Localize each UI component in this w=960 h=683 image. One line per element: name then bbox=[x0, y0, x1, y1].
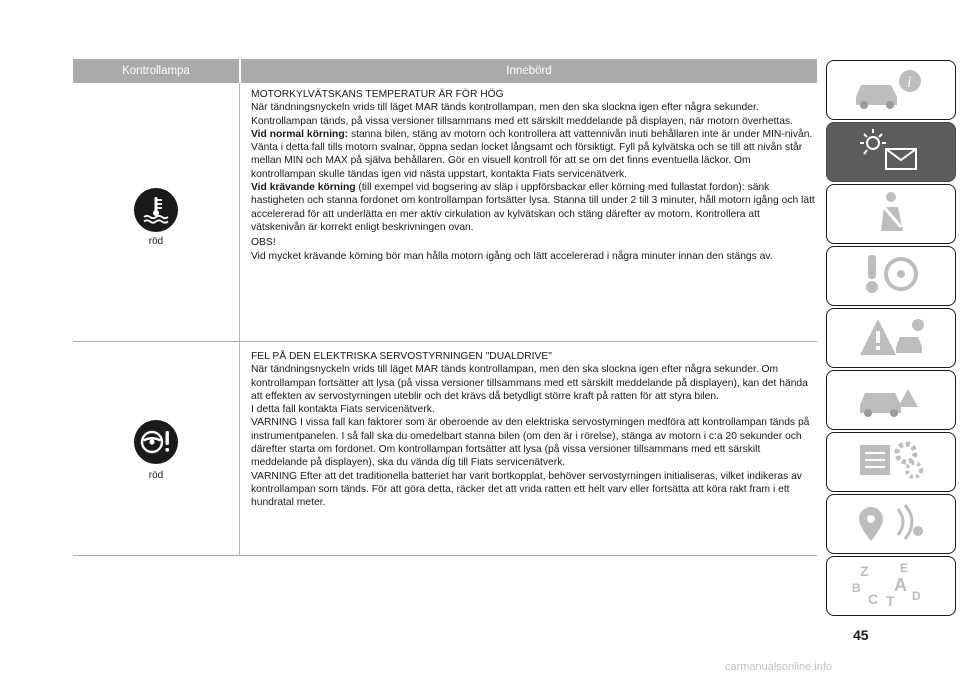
index-letter: D bbox=[912, 589, 921, 603]
row-power-steering-description bbox=[251, 350, 817, 510]
index-letter: A bbox=[894, 575, 907, 595]
column-divider bbox=[239, 83, 240, 555]
paragraph: Vid mycket krävande körning bör man hålla motorn igång och lätt accelererad i några minuter innan den stängs av. bbox=[251, 250, 773, 262]
color-label: röd bbox=[148, 470, 164, 481]
warning-light-message-icon bbox=[846, 127, 936, 178]
bold-heading: Vid normal körning: bbox=[251, 128, 349, 140]
seatbelt-airbag-icon bbox=[846, 189, 936, 240]
header-meaning: Innebörd bbox=[506, 65, 552, 77]
index-letter: Z bbox=[860, 563, 869, 579]
table-bottom-line bbox=[73, 555, 817, 556]
car-emergency-icon bbox=[846, 375, 936, 426]
index-letter: E bbox=[900, 561, 909, 575]
tab-emergency[interactable] bbox=[826, 308, 956, 368]
tab-index[interactable] bbox=[826, 556, 956, 616]
coolant-temperature-icon bbox=[134, 188, 178, 232]
paragraph-normal-driving bbox=[251, 128, 817, 181]
table-header bbox=[73, 59, 817, 83]
watermark: carmanualsonline.info bbox=[725, 661, 833, 673]
tab-car-info[interactable] bbox=[826, 60, 956, 120]
maintenance-gears-icon bbox=[846, 437, 936, 488]
tab-safety[interactable] bbox=[826, 184, 956, 244]
tab-warning-lights[interactable] bbox=[826, 122, 956, 182]
road-warning-icon bbox=[846, 313, 936, 364]
paragraph-text: stanna bilen, stäng av motorn och kontrollera att vattennivån inuti behållaren inte är under MIN-nivån. Vänta i detta fall tills motorn svalnar, öppna sedan locket långsamt och försiktigt. Fyll på kylvätska och se till att nivån står mellan MIN och MAX på själva behållaren. Gör en visuell kontroll för att se om det finns eventuella läckor. Om kontrollampan skulle tändas igen vid nästa uppstart, kontakta Fiats servicenätverk. bbox=[251, 128, 813, 180]
index-letter: C bbox=[868, 591, 879, 607]
paragraph: Kontrollampan tänds, på vissa versioner tillsammans med ett särskilt meddelande på displayen, när motorn överhettas. bbox=[251, 115, 793, 127]
paragraph-text: (till exempel vid bogsering av släp i uppförsbackar eller körning med fullastat fordon): sänk hastigheten och stanna fordonet om kontrollampan fortsätter lysa. Stanna till under 2 till 3 minuter, håll motorn igång och lätt accelererad för att underlätta en mer aktiv cirkulation av kylvätskan och stäng därefter av motorn. Kontrollera att vätskenivån är korrekt enligt beskrivningen ovan. bbox=[251, 182, 815, 233]
page-number: 45 bbox=[853, 627, 869, 643]
tab-starting-driving[interactable] bbox=[826, 246, 956, 306]
row-coolant-description bbox=[251, 88, 817, 263]
power-steering-warning-icon bbox=[134, 420, 178, 464]
row-divider bbox=[73, 341, 817, 342]
svg-text:i: i bbox=[907, 73, 912, 91]
header-warning-light: Kontrollampa bbox=[122, 65, 190, 77]
key-steering-wheel-icon bbox=[846, 251, 936, 302]
paragraph-demanding-driving bbox=[251, 181, 817, 234]
row-title: FEL PÅ DEN ELEKTRISKA SERVOSTYRNINGEN "DUALDRIVE" bbox=[251, 351, 552, 362]
row-title: MOTORKYLVÄTSKANS TEMPERATUR ÄR FÖR HÖG bbox=[251, 89, 504, 100]
alphabetical-index-icon bbox=[846, 563, 936, 609]
paragraph: VARNING I vissa fall kan faktorer som är oberoende av den elektriska servostyrningen medföra att kontrollampan tänds på instrumentpanelen. I så fall ska du omedelbart stanna bilen (om den är i rörelse), stänga av motorn i c:a 20 sekunder och därefter starta om fordonet. Om kontrollampan fortsätter att lysa (på vissa versioner tillsammans med ett särskilt meddelande på displayen), ska du vända dig till Fiats servicenätverk. bbox=[251, 417, 810, 469]
car-info-icon bbox=[846, 65, 936, 116]
media-navigation-icon bbox=[846, 499, 936, 550]
tab-maintenance[interactable] bbox=[826, 432, 956, 492]
paragraph: När tändningsnyckeln vrids till läget MAR tänds kontrollampan, men den ska slockna igen efter några sekunder. Om kontrollampan fortsätter att lysa (på vissa versioner tillsammans med ett särskilt meddelande på displayen), kan det hända att effekten av servostyrningen uteblir och det krävs då betydligt större kraft på ratten för att styra bilen. bbox=[251, 364, 808, 402]
obs-label: OBS! bbox=[251, 237, 276, 249]
index-letter: B bbox=[852, 581, 861, 595]
paragraph: I detta fall kontakta Fiats servicenätverk. bbox=[251, 404, 435, 416]
tab-multimedia[interactable] bbox=[826, 494, 956, 554]
paragraph: VARNING Efter att det traditionella batteriet har varit bortkopplat, behöver servostyrningen initialiseras, vilket indikeras av kontrollampan som tänds. För att göra detta, räcker det att vrida ratten ett helt varv eller fortsätta att köra rakt fram i ett hundratal meter. bbox=[251, 470, 802, 509]
color-label: röd bbox=[148, 236, 164, 247]
tab-car-emergency[interactable] bbox=[826, 370, 956, 430]
bold-heading: Vid krävande körning bbox=[251, 182, 356, 194]
index-letter: T bbox=[886, 593, 895, 609]
paragraph: När tändningsnyckeln vrids till läget MAR tänds kontrollampan, men den ska slockna igen efter några sekunder. bbox=[251, 102, 759, 114]
